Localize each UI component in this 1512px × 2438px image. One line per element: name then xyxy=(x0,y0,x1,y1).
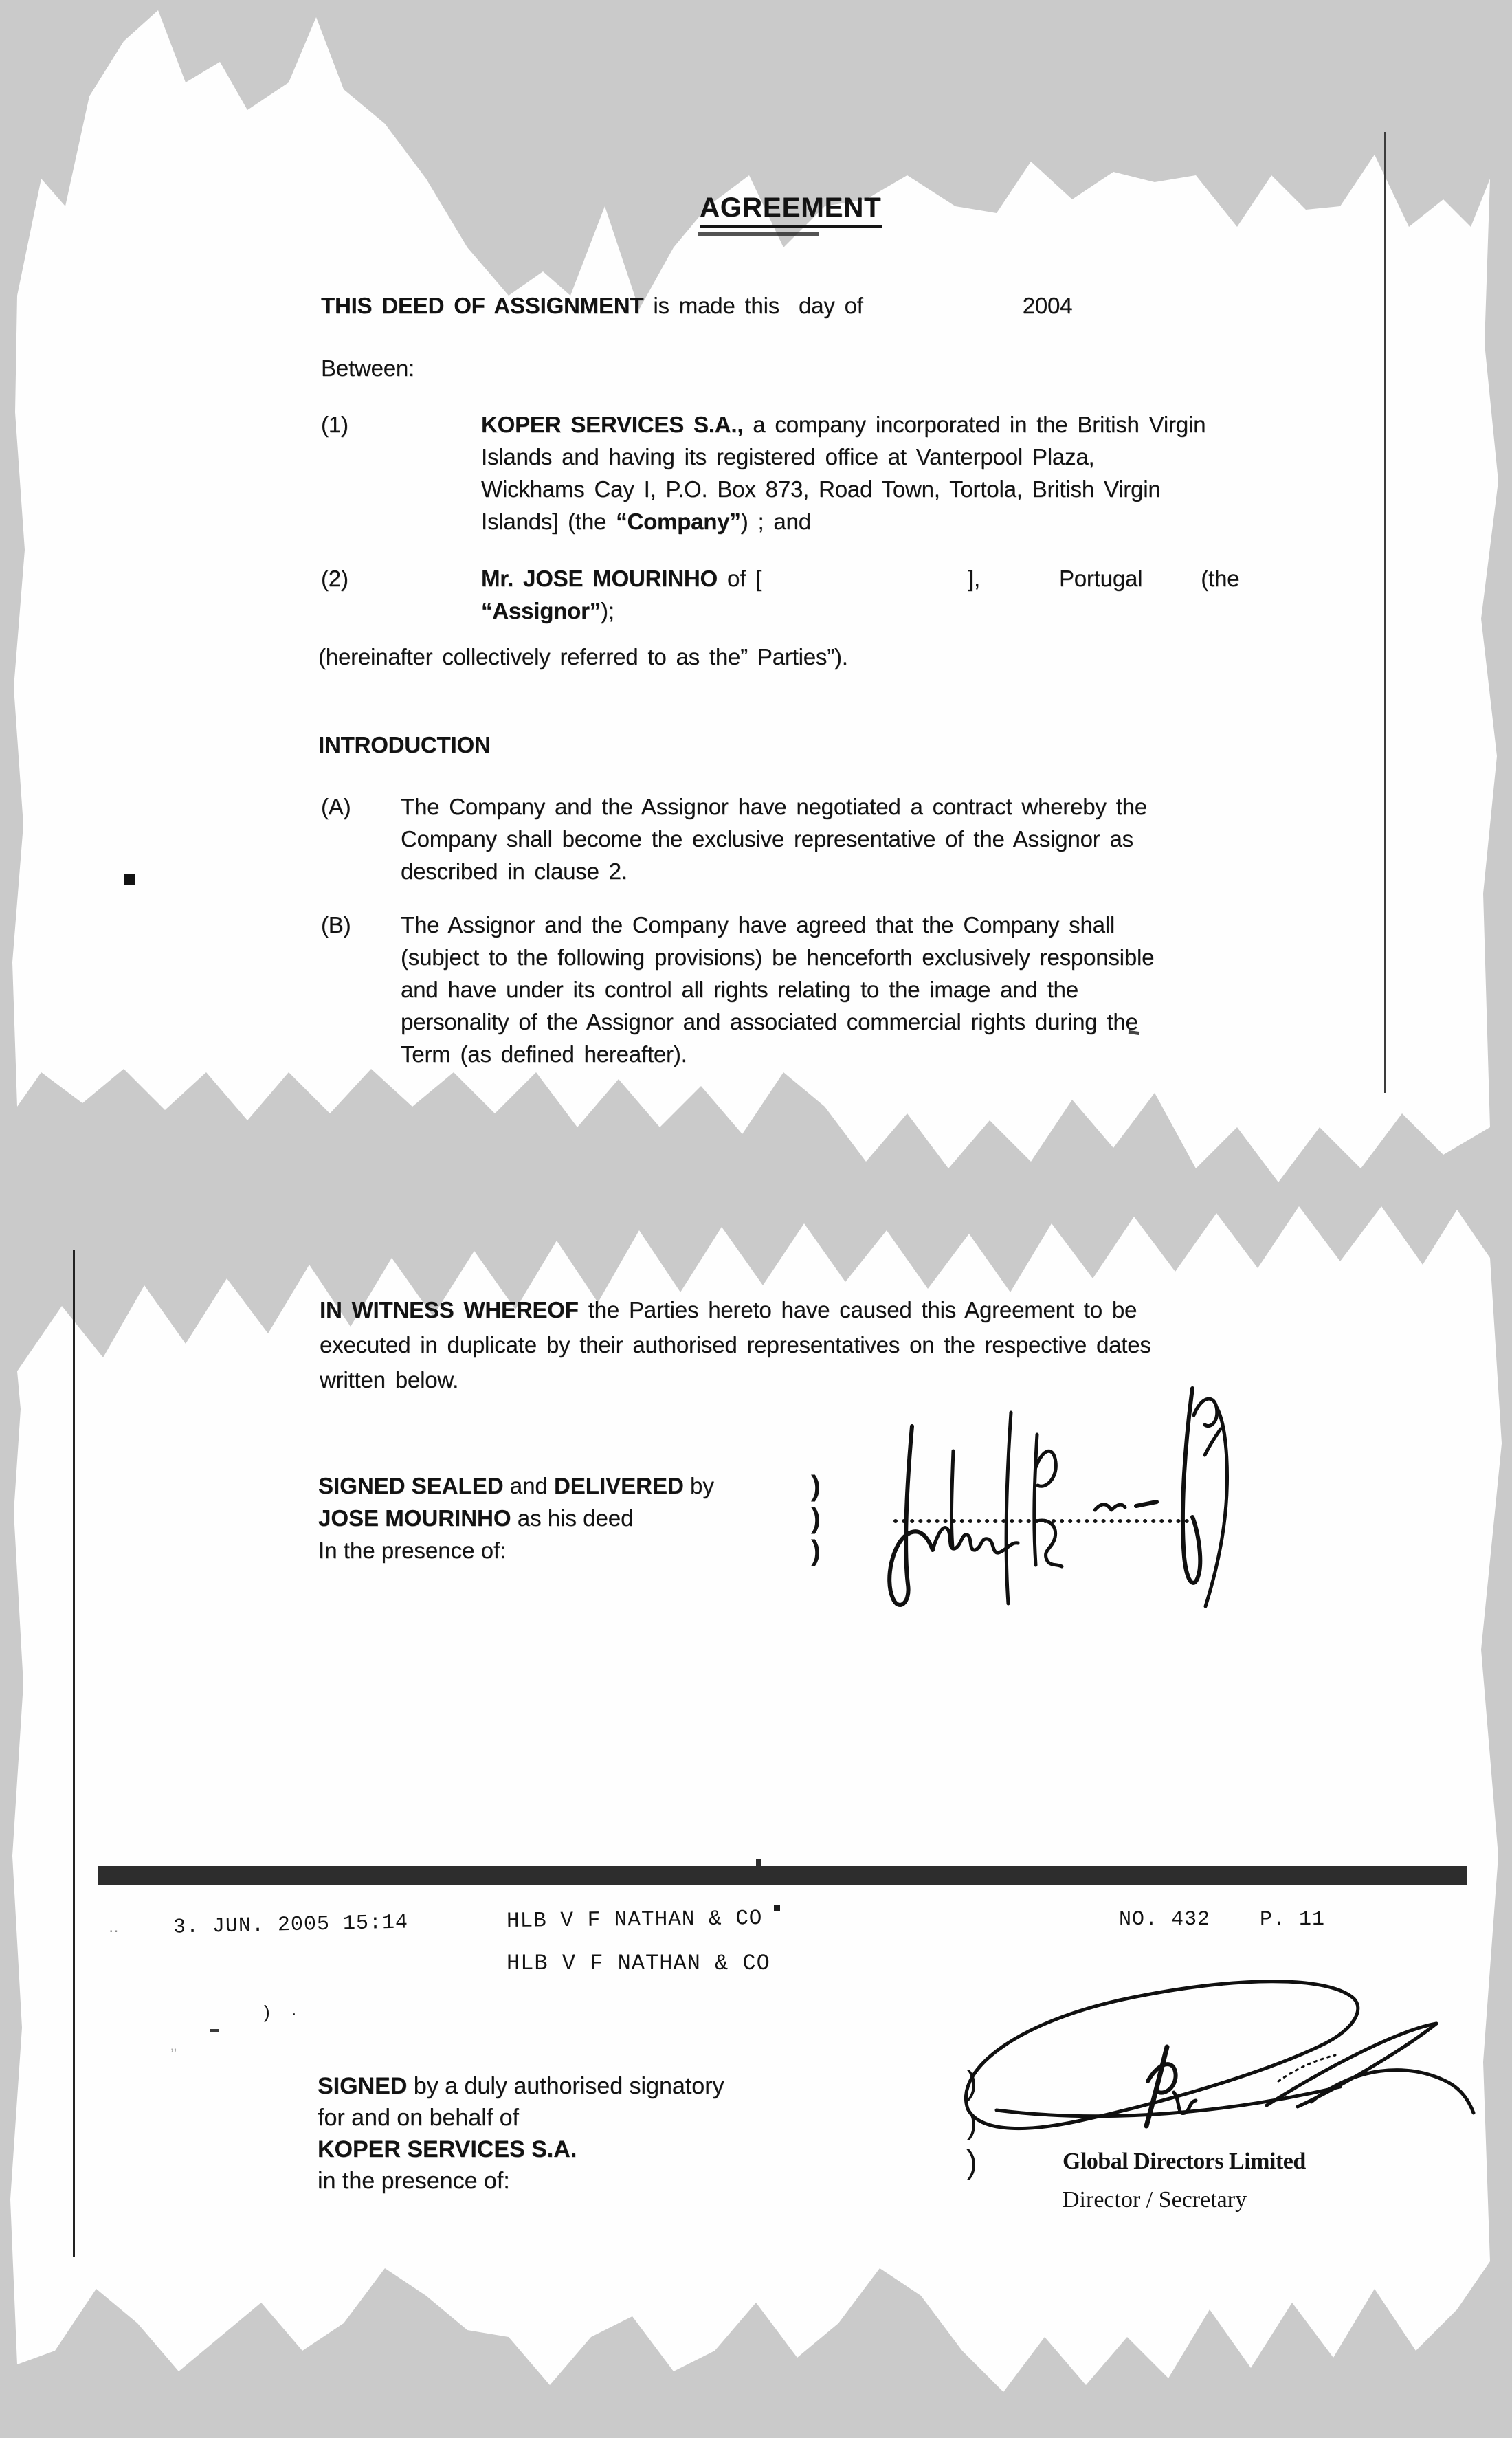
mourinho-attestation-line-2 xyxy=(318,1502,714,1534)
koper-signature xyxy=(940,1964,1483,2149)
party-2-number: (2) xyxy=(321,566,348,591)
recital-b-line-1: The Assignor and the Company have agreed that the Company shall xyxy=(401,912,1115,938)
party-2-person-name: Mr. JOSE MOURINHO xyxy=(481,566,718,591)
deed-year: 2004 xyxy=(1022,293,1073,318)
signed-bold: SIGNED xyxy=(318,2073,408,2099)
party-1-line-4 xyxy=(481,505,1205,538)
recital-b-line-2: (subject to the following provisions) be henceforth exclusively responsible xyxy=(401,944,1155,970)
hereinafter-line: (hereinafter collectively referred to as the” Parties”). xyxy=(318,644,848,669)
recital-a-line-3: described in clause 2. xyxy=(401,858,627,884)
fax-lead-dots: ‥ xyxy=(109,1920,119,1937)
stray-dot-mark: . xyxy=(291,1999,297,2019)
recital-a-number: (A) xyxy=(321,794,351,819)
paren-1: ) xyxy=(811,1470,821,1502)
koper-attestation-line-1 xyxy=(318,2070,724,2102)
mourinho-signature xyxy=(863,1385,1302,1619)
signed-rest: by a duly authorised signatory xyxy=(407,2073,724,2099)
party-2-the: (the xyxy=(1201,566,1240,591)
signed-sealed-bold: SIGNED SEALED xyxy=(318,1473,504,1498)
and-text: and xyxy=(503,1473,554,1498)
stray-paren-mark: ) xyxy=(264,2002,270,2022)
deed-opening-line xyxy=(321,289,1072,322)
stray-dash-mark xyxy=(210,2029,219,2032)
koper-attestation-block xyxy=(318,2070,724,2197)
witness-line-1 xyxy=(320,1292,1151,1327)
deed-opening-rest: is made this xyxy=(643,293,780,318)
witness-line-2: executed in duplicate by their authorised representatives on the respective dates xyxy=(320,1332,1151,1357)
fax-sender-bottom: HLB V F NATHAN & CO xyxy=(507,1951,770,1976)
deed-opening-dayof: day of xyxy=(799,293,863,318)
party-2-paragraph xyxy=(481,562,1239,627)
fax-number: NO. 432 xyxy=(1119,1908,1211,1931)
party-1-line-2: Islands and having its registered office at Vanterpool Plaza, xyxy=(481,444,1095,469)
koper-attestation-line-2: for and on behalf of xyxy=(318,2105,520,2131)
party-1-defined-term: “Company” xyxy=(616,509,741,534)
witness-line-1-text: the Parties hereto have caused this Agreement to be xyxy=(578,1297,1137,1322)
by-text: by xyxy=(683,1473,714,1498)
party-2-country: Portugal xyxy=(1058,566,1143,591)
koper-signatory-company: Global Directors Limited xyxy=(1063,2149,1306,2174)
party-1-line-4-text: Islands] (the xyxy=(481,509,616,534)
fax-datetime: 3. JUN. 2005 15:14 xyxy=(173,1911,409,1940)
recital-a-paragraph xyxy=(401,790,1147,887)
between-label: Between: xyxy=(321,355,414,381)
paren-3: ) xyxy=(811,1534,821,1566)
stray-quote-mark: ’’ xyxy=(170,2046,177,2063)
fax-sender-dot-artifact xyxy=(774,1905,780,1911)
party-2-line-1 xyxy=(481,562,1239,595)
page1-right-edge-line xyxy=(1384,132,1386,1093)
mourinho-attestation-parens xyxy=(811,1470,821,1566)
party-1-line-4-end: ) ; and xyxy=(740,509,811,534)
recital-a-line-1: The Company and the Assignor have negotiated a contract whereby the xyxy=(401,794,1147,819)
fax-page-number: P. 11 xyxy=(1260,1908,1326,1931)
margin-artifact-square xyxy=(124,874,135,885)
koper-attestation-line-3: KOPER SERVICES S.A. xyxy=(318,2136,577,2162)
party-1-number: (1) xyxy=(321,412,348,437)
fax-sender-top: HLB V F NATHAN & CO xyxy=(506,1907,763,1933)
party-1-line-1 xyxy=(481,408,1205,441)
introduction-heading: INTRODUCTION xyxy=(318,732,491,757)
recital-b-line-4: personality of the Assignor and associated commercial rights during the xyxy=(401,1009,1138,1034)
fax-separator-bar xyxy=(98,1866,1467,1885)
paren-2: ) xyxy=(966,2105,977,2141)
paren-1: ) xyxy=(966,2065,977,2101)
party-2-of-bracket: of [ xyxy=(717,566,762,591)
document-title: AGREEMENT xyxy=(700,192,882,228)
party-1-paragraph xyxy=(481,408,1205,538)
recital-b-number: (B) xyxy=(321,912,351,938)
title-underline-smear xyxy=(698,232,819,236)
bar-notch-artifact xyxy=(756,1859,761,1867)
page2-left-edge-line xyxy=(73,1250,75,2257)
koper-signatory-role: Director / Secretary xyxy=(1063,2187,1247,2213)
party-1-line-3: Wickhams Cay I, P.O. Box 873, Road Town, Tortola, British Virgin xyxy=(481,476,1161,502)
recital-a-line-2: Company shall become the exclusive representative of the Assignor as xyxy=(401,826,1133,852)
party-1-line-1-text: a company incorporated in the British Virgin xyxy=(743,412,1206,437)
witness-paragraph xyxy=(320,1292,1151,1397)
paren-2: ) xyxy=(811,1502,821,1534)
jose-mourinho-bold: JOSE MOURINHO xyxy=(318,1505,511,1531)
party-2-line-2-end: ); xyxy=(601,598,614,623)
koper-attestation-line-4: in the presence of: xyxy=(318,2168,510,2194)
witness-line-3: written below. xyxy=(320,1367,459,1393)
witness-bold: IN WITNESS WHEREOF xyxy=(320,1297,579,1322)
paren-3: ) xyxy=(966,2145,977,2181)
mourinho-attestation-line-3: In the presence of: xyxy=(318,1538,507,1563)
mourinho-attestation-block xyxy=(318,1470,714,1566)
recital-b-paragraph xyxy=(401,909,1154,1070)
party-2-bracket-close: ], xyxy=(968,566,980,591)
party-2-line-2 xyxy=(481,595,1239,627)
recital-b-line-5: Term (as defined hereafter). xyxy=(401,1041,687,1067)
recital-b-line-3: and have under its control all rights relating to the image and the xyxy=(401,977,1078,1002)
delivered-bold: DELIVERED xyxy=(553,1473,684,1498)
as-his-deed-text: as his deed xyxy=(511,1505,634,1531)
party-2-defined-term: “Assignor” xyxy=(481,598,601,623)
party-1-company-name: KOPER SERVICES S.A., xyxy=(481,412,744,437)
deed-opening-bold: THIS DEED OF ASSIGNMENT xyxy=(321,293,644,318)
mourinho-attestation-line-1 xyxy=(318,1470,714,1502)
